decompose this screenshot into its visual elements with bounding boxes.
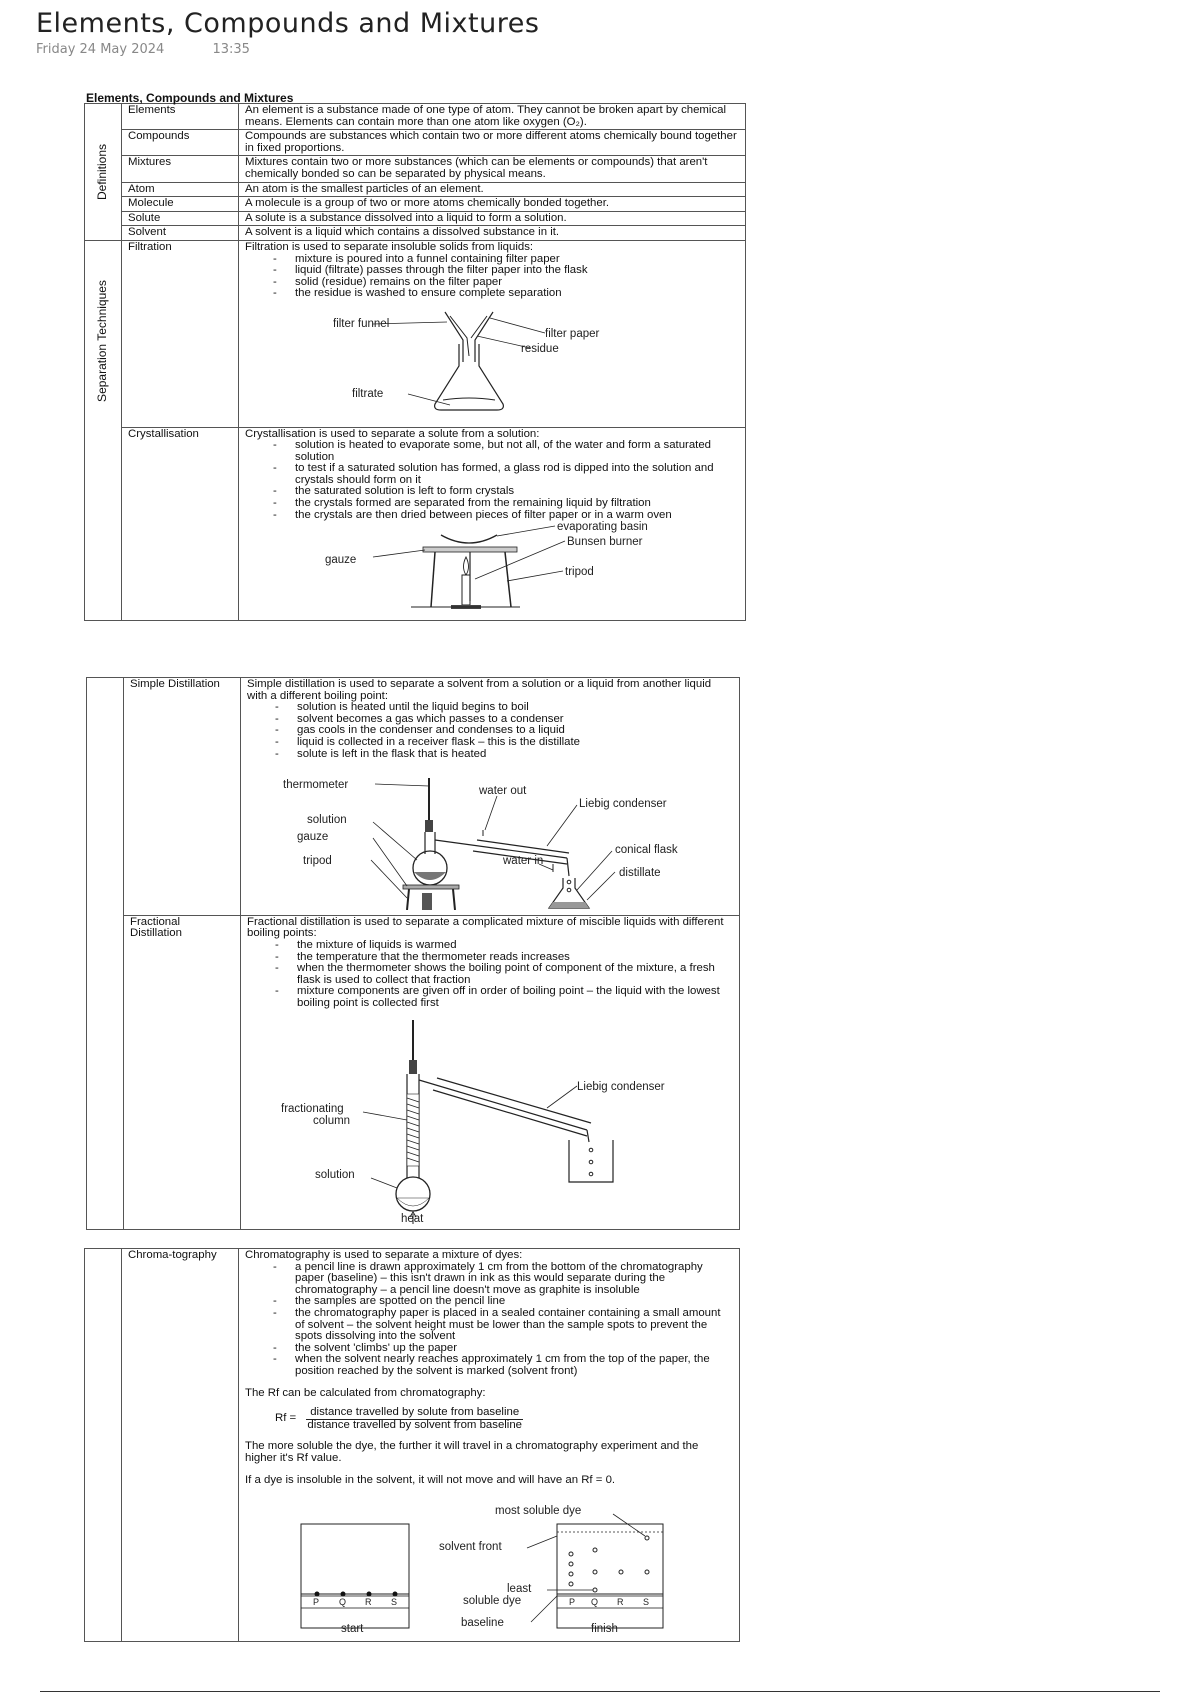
- start-label-p: P: [313, 1597, 320, 1608]
- start-label-s: S: [391, 1597, 398, 1608]
- chromatography-steps: [245, 1262, 733, 1378]
- fractional-distillation-steps: [247, 940, 733, 1010]
- list-item: - mixture components are given off in order of boiling point – the liquid with the lowest boiling point is collected first: [297, 986, 733, 1009]
- list-item: - mixture is poured into a funnel containing filter paper: [295, 254, 739, 266]
- list-item: - the crystals are then dried between pieces of filter paper or in a warm oven: [295, 510, 739, 522]
- term-fractional-distillation: Fractional Distillation: [124, 915, 241, 1229]
- label-filter-funnel: filter funnel: [333, 317, 390, 330]
- filtration-diagram: [245, 300, 745, 422]
- label-conical-flask: conical flask: [615, 844, 678, 857]
- simple-distillation-steps: [247, 702, 733, 760]
- chromatography-table: [84, 1248, 740, 1642]
- label-water-in: water in: [503, 855, 544, 868]
- list-item: - to test if a saturated solution has formed, a glass rod is dipped into the solution and crystals should form on it: [295, 463, 739, 486]
- side-label-definitions: Definitions: [85, 104, 122, 241]
- side-label-separation: Separation Techniques: [85, 240, 122, 620]
- label-start: start: [341, 1623, 364, 1636]
- term-mixtures: Mixtures: [122, 156, 239, 182]
- label-solution: solution: [307, 814, 347, 827]
- rf-fraction: [306, 1407, 523, 1431]
- list-item: - gas cools in the condenser and condenses to a liquid: [297, 725, 733, 737]
- term-solute: Solute: [122, 211, 239, 226]
- label-fractionating: fractionating: [281, 1102, 344, 1115]
- notes-sheet-distillation: [86, 677, 740, 1230]
- filtration-content: [239, 240, 746, 427]
- filtration-intro: Filtration is used to separate insoluble solids from liquids:: [245, 240, 534, 253]
- label-solution: solution: [315, 1168, 355, 1181]
- label-liebig-condenser: Liebig condenser: [577, 1080, 665, 1093]
- list-item: - the temperature that the thermometer reads increases: [297, 952, 733, 964]
- page-meta: [36, 42, 294, 57]
- list-item: - liquid is collected in a receiver flask – this is the distillate: [297, 737, 733, 749]
- definition-atom: An atom is the smallest particles of an element.: [239, 182, 746, 197]
- finish-label-r: R: [617, 1597, 624, 1608]
- crystallisation-steps: [245, 440, 739, 521]
- label-liebig-condenser: Liebig condenser: [579, 798, 667, 811]
- list-item: - when the thermometer shows the boiling point of component of the mixture, a fresh flask is used to collect that fraction: [297, 963, 733, 986]
- label-gauze: gauze: [325, 554, 357, 567]
- simple-distillation-intro: Simple distillation is used to separate a solvent from a solution or a liquid from another liquid with a different boiling point:: [247, 678, 712, 702]
- simple-distillation-diagram: [247, 760, 737, 910]
- term-crystallisation: Crystallisation: [122, 427, 239, 620]
- term-compounds: Compounds: [122, 130, 239, 156]
- list-item: - solution is heated to evaporate some, but not all, of the water and form a saturated solution: [295, 440, 739, 463]
- label-finish: finish: [591, 1623, 618, 1636]
- list-item: - when the solvent nearly reaches approximately 1 cm from the top of the paper, the position reached by the solvent is marked (solvent front): [295, 1354, 733, 1377]
- chromatography-intro: Chromatography is used to separate a mixture of dyes:: [245, 1249, 523, 1261]
- term-filtration: Filtration: [122, 240, 239, 427]
- simple-distillation-content: [241, 678, 740, 916]
- filtration-steps: [245, 254, 739, 300]
- label-water-out: water out: [479, 785, 527, 798]
- label-heat: heat: [401, 1212, 424, 1225]
- notes-sheet-definitions: [84, 91, 746, 621]
- crystallisation-diagram: [245, 521, 745, 615]
- finish-label-p: P: [569, 1597, 576, 1608]
- start-label-r: R: [365, 1597, 372, 1608]
- label-evaporating-basin: evaporating basin: [557, 521, 648, 534]
- rf-label: Rf =: [275, 1412, 297, 1425]
- list-item: - solution is heated until the liquid begins to boil: [297, 702, 733, 714]
- definition-elements: An element is a substance made of one type of atom. They cannot be broken apart by chemical means. Elements can contain more than one atom like oxygen (O₂).: [239, 104, 746, 130]
- list-item: - the mixture of liquids is warmed: [297, 940, 733, 952]
- definitions-table: [84, 103, 746, 621]
- rf-formula: [275, 1407, 733, 1431]
- list-item: - the saturated solution is left to form crystals: [295, 486, 739, 498]
- label-tripod: tripod: [565, 566, 594, 579]
- list-item: - the residue is washed to ensure complete separation: [295, 288, 739, 300]
- label-distillate: distillate: [619, 867, 661, 880]
- label-least: least: [507, 1583, 532, 1596]
- list-item: - solid (residue) remains on the filter paper: [295, 277, 739, 289]
- list-item: - the samples are spotted on the pencil line: [295, 1296, 733, 1308]
- label-tripod: tripod: [303, 855, 332, 868]
- finish-label-s: S: [643, 1597, 650, 1608]
- term-solvent: Solvent: [122, 226, 239, 241]
- chromatography-diagram: [245, 1486, 735, 1636]
- term-simple-distillation: Simple Distillation: [124, 678, 241, 916]
- fractional-distillation-content: [241, 915, 740, 1229]
- label-bunsen-burner: Bunsen burner: [567, 536, 643, 549]
- label-gauze: gauze: [297, 831, 329, 844]
- term-molecule: Molecule: [122, 197, 239, 212]
- label-baseline: baseline: [461, 1617, 504, 1630]
- page-divider: [40, 1691, 1160, 1692]
- definition-solvent: A solvent is a liquid which contains a dissolved substance in it.: [239, 226, 746, 241]
- definition-solute: A solute is a substance dissolved into a liquid to form a solution.: [239, 211, 746, 226]
- label-soluble-dye: soluble dye: [463, 1595, 522, 1608]
- start-label-q: Q: [339, 1597, 347, 1608]
- list-item: - a pencil line is drawn approximately 1 cm from the bottom of the chromatography paper (baseline) – this isn't drawn in ink as this would separate during the chromatography – a pencil line doesn't move as graphite is insoluble: [295, 1262, 733, 1297]
- list-item: - solute is left in the flask that is heated: [297, 749, 733, 761]
- finish-label-q: Q: [591, 1597, 599, 1608]
- label-solvent-front: solvent front: [439, 1541, 502, 1554]
- page-time: 13:35: [212, 42, 250, 57]
- label-filtrate: filtrate: [352, 387, 384, 400]
- page-title: Elements, Compounds and Mixtures: [36, 8, 540, 39]
- crystallisation-intro: Crystallisation is used to separate a solute from a solution:: [245, 427, 540, 440]
- chromatography-content: [239, 1249, 740, 1642]
- list-item: - solvent becomes a gas which passes to a condenser: [297, 714, 733, 726]
- definition-mixtures: Mixtures contain two or more substances (which can be elements or compounds) that aren't chemically bonded so can be separated by physical means.: [239, 156, 746, 182]
- label-column: column: [313, 1114, 351, 1127]
- distillation-table: [86, 677, 740, 1230]
- label-filter-paper: filter paper: [545, 327, 600, 340]
- rf-numerator: distance travelled by solute from baseline: [306, 1407, 523, 1420]
- rf-intro: The Rf can be calculated from chromatography:: [245, 1386, 486, 1399]
- list-item: - the chromatography paper is placed in a sealed container containing a small amount of solvent – the solvent height must be lower than the sample spots to prevent the spots dissolving into the solvent: [295, 1308, 733, 1343]
- label-thermometer: thermometer: [283, 779, 349, 792]
- list-item: - liquid (filtrate) passes through the filter paper into the flask: [295, 265, 739, 277]
- definition-compounds: Compounds are substances which contain two or more different atoms chemically bound together in fixed proportions.: [239, 130, 746, 156]
- notes-sheet-chromatography: [84, 1248, 740, 1642]
- fractional-distillation-diagram: [247, 1010, 737, 1225]
- definition-molecule: A molecule is a group of two or more atoms chemically bonded together.: [239, 197, 746, 212]
- sheet-title: Elements, Compounds and Mixtures: [86, 91, 294, 105]
- crystallisation-content: [239, 427, 746, 620]
- label-most-soluble: most soluble dye: [495, 1505, 582, 1518]
- term-chromatography: Chroma-tography: [122, 1249, 239, 1642]
- term-elements: Elements: [122, 104, 239, 130]
- rf-denominator: distance travelled by solvent from baseline: [307, 1418, 523, 1431]
- list-item: - the solvent 'climbs' up the paper: [295, 1343, 733, 1355]
- fractional-distillation-intro: Fractional distillation is used to separate a complicated mixture of miscible liquids with different boiling points:: [247, 915, 724, 940]
- insoluble-paragraph: If a dye is insoluble in the solvent, it will not move and will have an Rf = 0.: [245, 1473, 616, 1486]
- solubility-paragraph: The more soluble the dye, the further it will travel in a chromatography experiment and the higher it's Rf value.: [245, 1440, 699, 1464]
- label-residue: residue: [521, 342, 559, 355]
- page-date: Friday 24 May 2024: [36, 42, 165, 57]
- term-atom: Atom: [122, 182, 239, 197]
- list-item: - the crystals formed are separated from the remaining liquid by filtration: [295, 498, 739, 510]
